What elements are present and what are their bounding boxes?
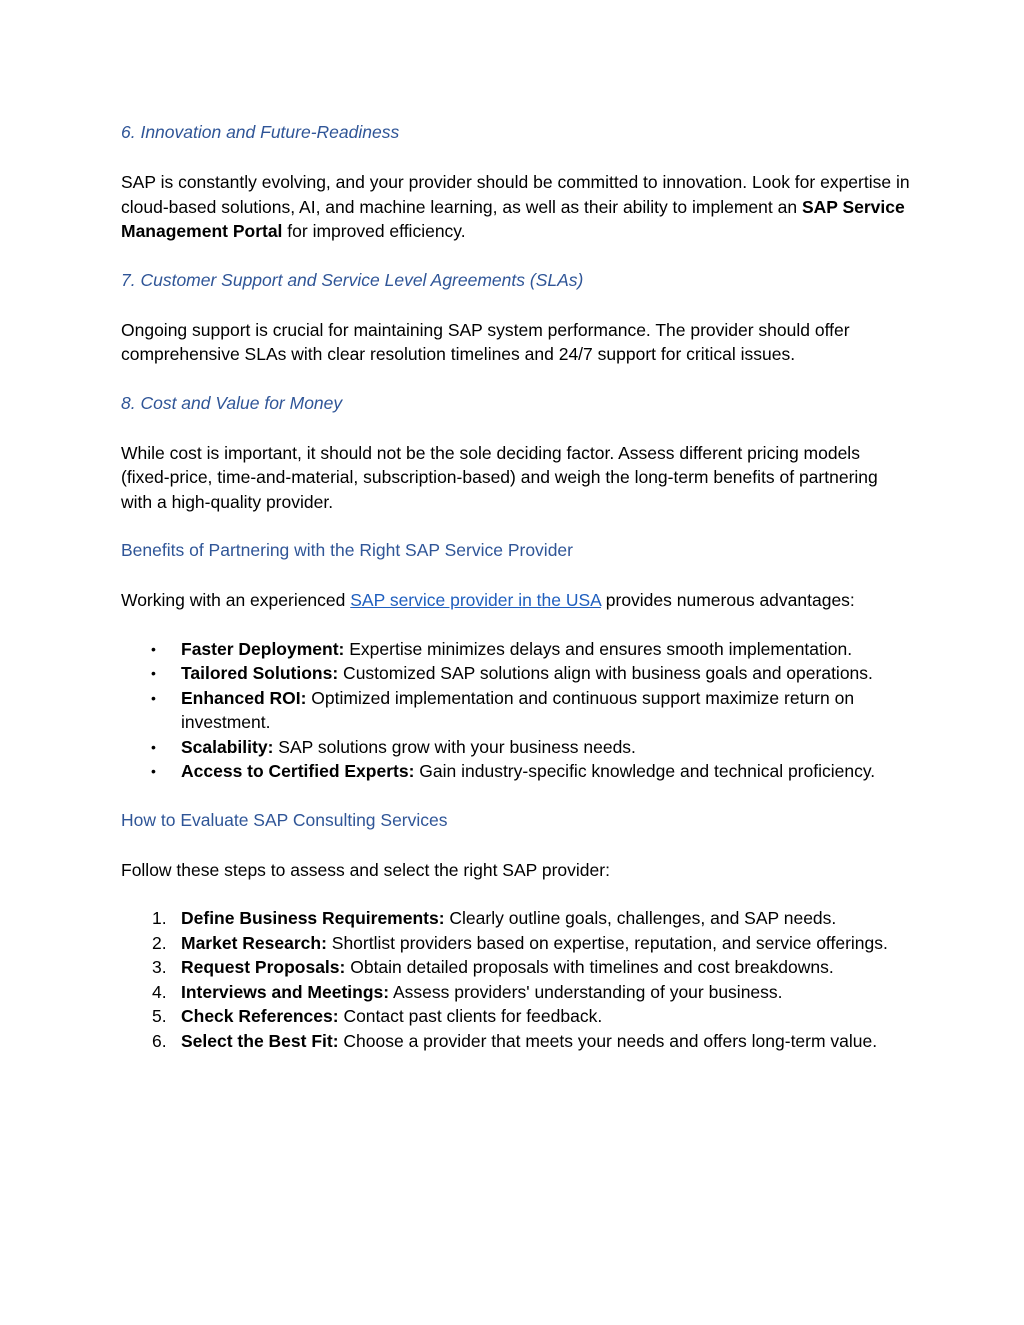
paragraph-customer-support: Ongoing support is crucial for maintaining SAP system performance. The provider should offer comprehensive SLAs with clear resolution timelines and 24/7 support for critical issues. bbox=[121, 319, 850, 364]
paragraph-evaluate-intro: Follow these steps to assess and select the right SAP provider: bbox=[121, 859, 610, 880]
list-item bbox=[121, 759, 911, 784]
list-item-text: Customized SAP solutions align with business goals and operations. bbox=[338, 663, 873, 683]
evaluation-steps-list bbox=[121, 906, 911, 1053]
paragraph-cost-value: While cost is important, it should not be the sole deciding factor. Assess different pricing models (fixed-price, time-and-material, subscription-based) and weigh the long-term benefits of partnering with a high-quality provider. bbox=[121, 442, 878, 512]
list-item-text: Shortlist providers based on expertise, reputation, and service offerings. bbox=[326, 932, 888, 953]
list-item-text: Optimized implementation and continuous support maximize return on investment. bbox=[181, 687, 855, 732]
step-number: 2. bbox=[152, 932, 167, 953]
step-number: 5. bbox=[152, 1006, 167, 1026]
list-item-label: Select the Best Fit: bbox=[181, 1030, 339, 1051]
sap-provider-usa-link[interactable]: SAP service provider in the USA bbox=[350, 590, 601, 610]
list-item bbox=[121, 931, 911, 956]
list-item-text: Clearly outline goals, challenges, and SAP needs. bbox=[444, 908, 837, 928]
paragraph-innovation bbox=[121, 170, 911, 244]
section-heading-innovation: 6. Innovation and Future-Readiness bbox=[121, 122, 400, 142]
bullet-icon: • bbox=[151, 640, 156, 657]
list-item-label: Tailored Solutions: bbox=[181, 663, 339, 683]
list-item-text: SAP solutions grow with your business needs. bbox=[273, 736, 636, 757]
section-heading-evaluate: How to Evaluate SAP Consulting Services bbox=[121, 809, 448, 830]
step-number: 6. bbox=[152, 1030, 167, 1051]
list-item-label: Check References: bbox=[181, 1006, 339, 1026]
list-item-text: Assess providers' understanding of your business. bbox=[389, 981, 783, 1002]
list-item bbox=[121, 735, 911, 760]
bullet-icon: • bbox=[151, 665, 156, 681]
list-item bbox=[121, 906, 911, 931]
list-item bbox=[121, 686, 911, 735]
bullet-icon: • bbox=[151, 738, 156, 755]
bullet-icon: • bbox=[151, 763, 156, 779]
list-item-text: Expertise minimizes delays and ensures smooth implementation. bbox=[344, 638, 853, 659]
list-item-label: Market Research: bbox=[181, 932, 327, 953]
list-item-text: Gain industry-specific knowledge and technical proficiency. bbox=[414, 761, 876, 781]
list-item-label: Interviews and Meetings: bbox=[181, 981, 390, 1002]
list-item-text: Choose a provider that meets your needs and offers long-term value. bbox=[338, 1030, 878, 1051]
bold-term-sap-portal: SAP Service Management Portal bbox=[121, 196, 905, 241]
bullet-icon: • bbox=[151, 689, 156, 706]
list-item bbox=[121, 1029, 911, 1054]
list-item-label: Define Business Requirements: bbox=[181, 908, 445, 928]
list-item-label: Request Proposals: bbox=[181, 957, 346, 977]
section-heading-cost-value: 8. Cost and Value for Money bbox=[121, 392, 343, 413]
paragraph-text: SAP is constantly evolving, and your provider should be committed to innovation. Look for expertise in cloud-based solutions, AI, and machine learning, as well as their ability to implement an bbox=[121, 172, 910, 217]
list-item bbox=[121, 637, 911, 662]
paragraph-text: provides numerous advantages: bbox=[600, 590, 855, 610]
benefits-list bbox=[121, 637, 911, 784]
list-item-label: Access to Certified Experts: bbox=[181, 761, 415, 781]
paragraph-text: for improved efficiency. bbox=[282, 221, 466, 241]
list-item bbox=[121, 980, 911, 1005]
section-heading-customer-support: 7. Customer Support and Service Level Agreements (SLAs) bbox=[121, 269, 584, 290]
document-page bbox=[121, 120, 911, 1053]
list-item bbox=[121, 661, 911, 686]
list-item bbox=[121, 1004, 911, 1029]
list-item bbox=[121, 955, 911, 980]
list-item-label: Enhanced ROI: bbox=[181, 687, 307, 708]
paragraph-benefits-intro bbox=[121, 588, 911, 613]
list-item-text: Obtain detailed proposals with timelines and cost breakdowns. bbox=[345, 957, 834, 977]
list-item-label: Scalability: bbox=[181, 736, 274, 757]
list-item-text: Contact past clients for feedback. bbox=[338, 1006, 603, 1026]
list-item-label: Faster Deployment: bbox=[181, 638, 345, 659]
step-number: 3. bbox=[152, 957, 167, 977]
section-heading-benefits: Benefits of Partnering with the Right SAP Service Provider bbox=[121, 540, 573, 560]
step-number: 4. bbox=[152, 981, 167, 1002]
paragraph-text: Working with an experienced bbox=[121, 590, 351, 610]
step-number: 1. bbox=[152, 908, 167, 928]
